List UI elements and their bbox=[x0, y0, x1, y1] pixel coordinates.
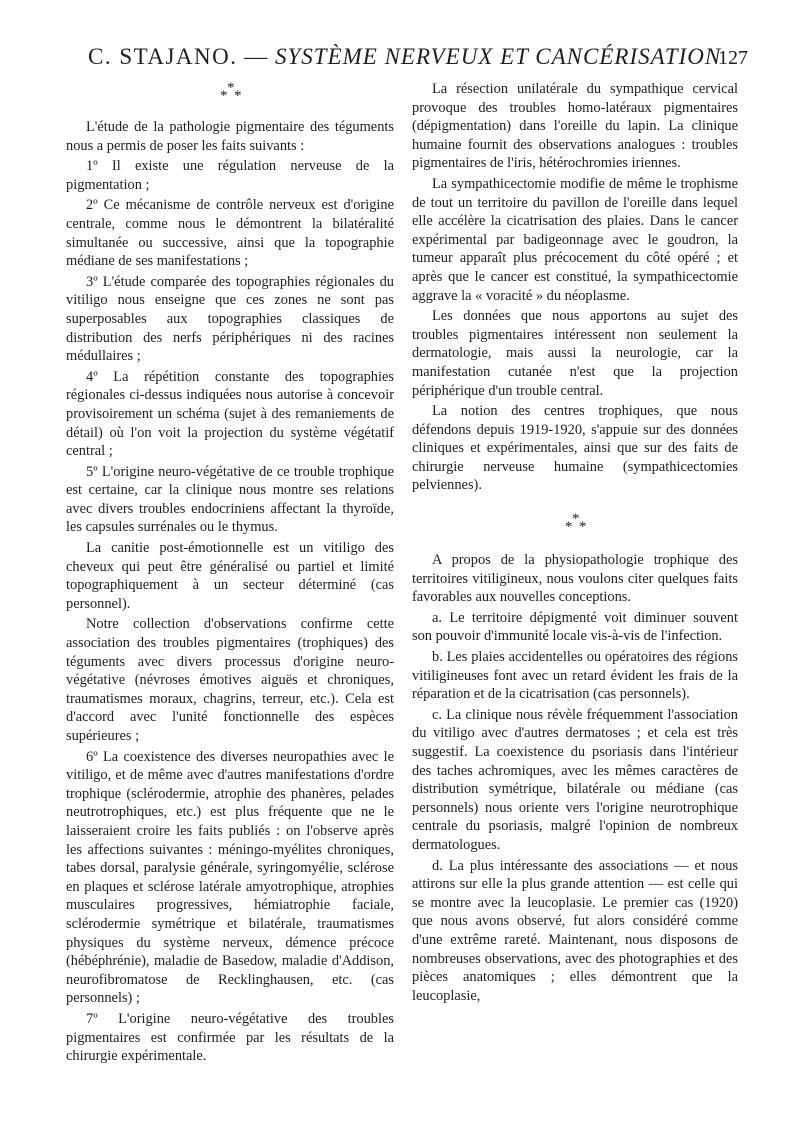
paragraph: 1º Il existe une régulation nerveuse de la pigmentation ; bbox=[66, 158, 394, 193]
paragraph: Notre collection d'observations confirme cette association des troubles pigmentaires (trophiques) des téguments avec divers processus d'origine neuro-végétative (névroses émotives aiguës et chroniques, traumatismes moraux, chagrins, terreur, etc.). Cela est d'accord avec l'unité fonctionnelle des espèces supérieures ; bbox=[66, 616, 394, 744]
paragraph: La canitie post-émotionnelle est un vitiligo des cheveux qui peut être généralisé ou partiel et limité topographiquement à un secteur déterminé (cas personnel). bbox=[66, 540, 394, 612]
left-column bbox=[66, 80, 394, 1068]
paragraph: La sympathicectomie modifie de même le trophisme de tout un territoire du pavillon de l'oreille dans lequel elle accélère la cicatrisation des plaies. Dans le cancer expérimental par badigeonnage avec le goudron, la tumeur apparaît plus précocement du côté opéré ; et après que le cancer est constitué, la sympathicectomie aggrave la « voracité » du néoplasme. bbox=[412, 175, 738, 304]
author-name: C. STAJANO. bbox=[88, 44, 238, 69]
paragraph: L'étude de la pathologie pigmentaire des téguments nous a permis de poser les faits suivants : bbox=[66, 119, 394, 154]
paragraph: 6º La coexistence des diverses neuropathies avec le vitiligo, et de même avec d'autres manifestations d'ordre trophique (sclérodermie, atrophie des phanères, pelades neutrotrophiques, etc.) est plus fréquente que ne le laisseraient croire les faits publiés : on l'observe après les affections suivantes : méningo-myélites chroniques, tabes dorsal, paralysie générale, syringomyélie, sclérose en plaques et sclérose latérale amyotrophique, atrophies musculaires progressives, hémiatrophie faciale, sclérodermie symétrique et bilatérale, traumatismes physiques du système nerveux, démence précoce (hébéphrénie), maladie de Basedow, maladie d'Addison, neurofibromatose de Recklinghausen, etc. (cas personnels) ; bbox=[66, 748, 394, 1007]
separator-star: * bbox=[579, 519, 587, 536]
separator-star: * bbox=[565, 519, 573, 536]
paragraph: 7º L'origine neuro-végétative des troubles pigmentaires est confirmée par les résultats de la chirurgie expérimentale. bbox=[66, 1010, 394, 1065]
paragraph: 3º L'étude comparée des topographies régionales du vitiligo nous enseigne que ces zones ne sont pas superposables aux topographies classiques de distribution des nerfs périphériques ni des racines médullaires ; bbox=[66, 273, 394, 365]
paragraph: Les données que nous apportons au sujet des troubles pigmentaires intéressent non seulement la dermatologie, mais aussi la neurologie, car la manifestation cutanée n'est que la projection périphérique d'un trouble central. bbox=[412, 308, 738, 399]
paragraph: d. La plus intéressante des associations — et nous attirons sur elle la plus grande attention — est celle qui se montre avec la leucoplasie. Le premier cas (1920) que nous avons observé, fut alors considéré comme d'une extrême rareté. Maintenant, nous disposons de nombreuses observations, avec des photographies et des pièces anatomiques ; elles démontrent que la leucoplasie, bbox=[412, 857, 738, 1004]
right-column bbox=[412, 80, 738, 1007]
paragraph: La notion des centres trophiques, que nous défendons depuis 1919-1920, s'appuie sur des données cliniques et expérimentales, ainsi que sur des faits de chirurgie nerveuse humaine (sympathicectomies pelviennes). bbox=[412, 403, 738, 494]
page-number: 127 bbox=[718, 47, 748, 69]
separator-star: * bbox=[220, 88, 228, 104]
paragraph: 4º La répétition constante des topographies régionales ci-dessus indiquées nous autorise à concevoir provisoirement un schéma (sujet à des remaniements de détail) où l'on voit la projection du système végétatif central ; bbox=[66, 368, 394, 460]
section-separator bbox=[412, 511, 738, 537]
paragraph: a. Le territoire dépigmenté voit diminuer souvent son pouvoir d'immunité locale vis-à-vis de l'infection. bbox=[412, 609, 738, 645]
running-title bbox=[88, 44, 721, 70]
paragraph: b. Les plaies accidentelles ou opératoires des régions vitiligineuses font avec un retard évident les frais de la réparation et de la cicatrisation (cas personnels). bbox=[412, 649, 738, 703]
paragraph: La résection unilatérale du sympathique cervical provoque des troubles homo-latéraux pigmentaires (dépigmentation) dans l'oreille du lapin. La clinique humaine fournit des observations analogues : troubles pigmentaires de l'iris, hétérochromies iriennes. bbox=[412, 81, 738, 172]
paragraph: 5º L'origine neuro-végétative de ce trouble trophique est certaine, car la clinique nous montre ses relations avec divers troubles endocriniens affectant la thyroïde, les capsules surrénales ou le thymus. bbox=[66, 463, 394, 536]
paragraph: c. La clinique nous révèle fréquemment l'association du vitiligo avec d'autres dermatoses ; et cela est très suggestif. La coexistence du psoriasis dans l'intérieur des taches achromiques, avec les mêmes caractères de distribution symétrique, bilatérale ou médiane (cas personnels) nous oriente vers l'origine neurotrophique centrale du psoriasis, malgré l'opinion de nombreux dermatologues. bbox=[412, 706, 738, 853]
running-header bbox=[88, 44, 748, 80]
separator-star: * bbox=[227, 80, 235, 96]
paragraph: 2º Ce mécanisme de contrôle nerveux est d'origine centrale, comme nous le démontrent la bilatéralité simultanée ou successive, ainsi que la topographie médiane de ses manifestations ; bbox=[66, 197, 394, 270]
separator-star: * bbox=[572, 511, 580, 528]
paragraph: A propos de la physiopathologie trophique des territoires vitiligineux, nous voulons citer quelques faits favorables aux nouvelles conceptions. bbox=[412, 552, 738, 606]
section-separator bbox=[66, 80, 394, 106]
title-dash: — bbox=[237, 44, 275, 69]
article-title: SYSTÈME NERVEUX ET CANCÉRISATION bbox=[274, 44, 722, 69]
separator-star: * bbox=[234, 88, 242, 104]
